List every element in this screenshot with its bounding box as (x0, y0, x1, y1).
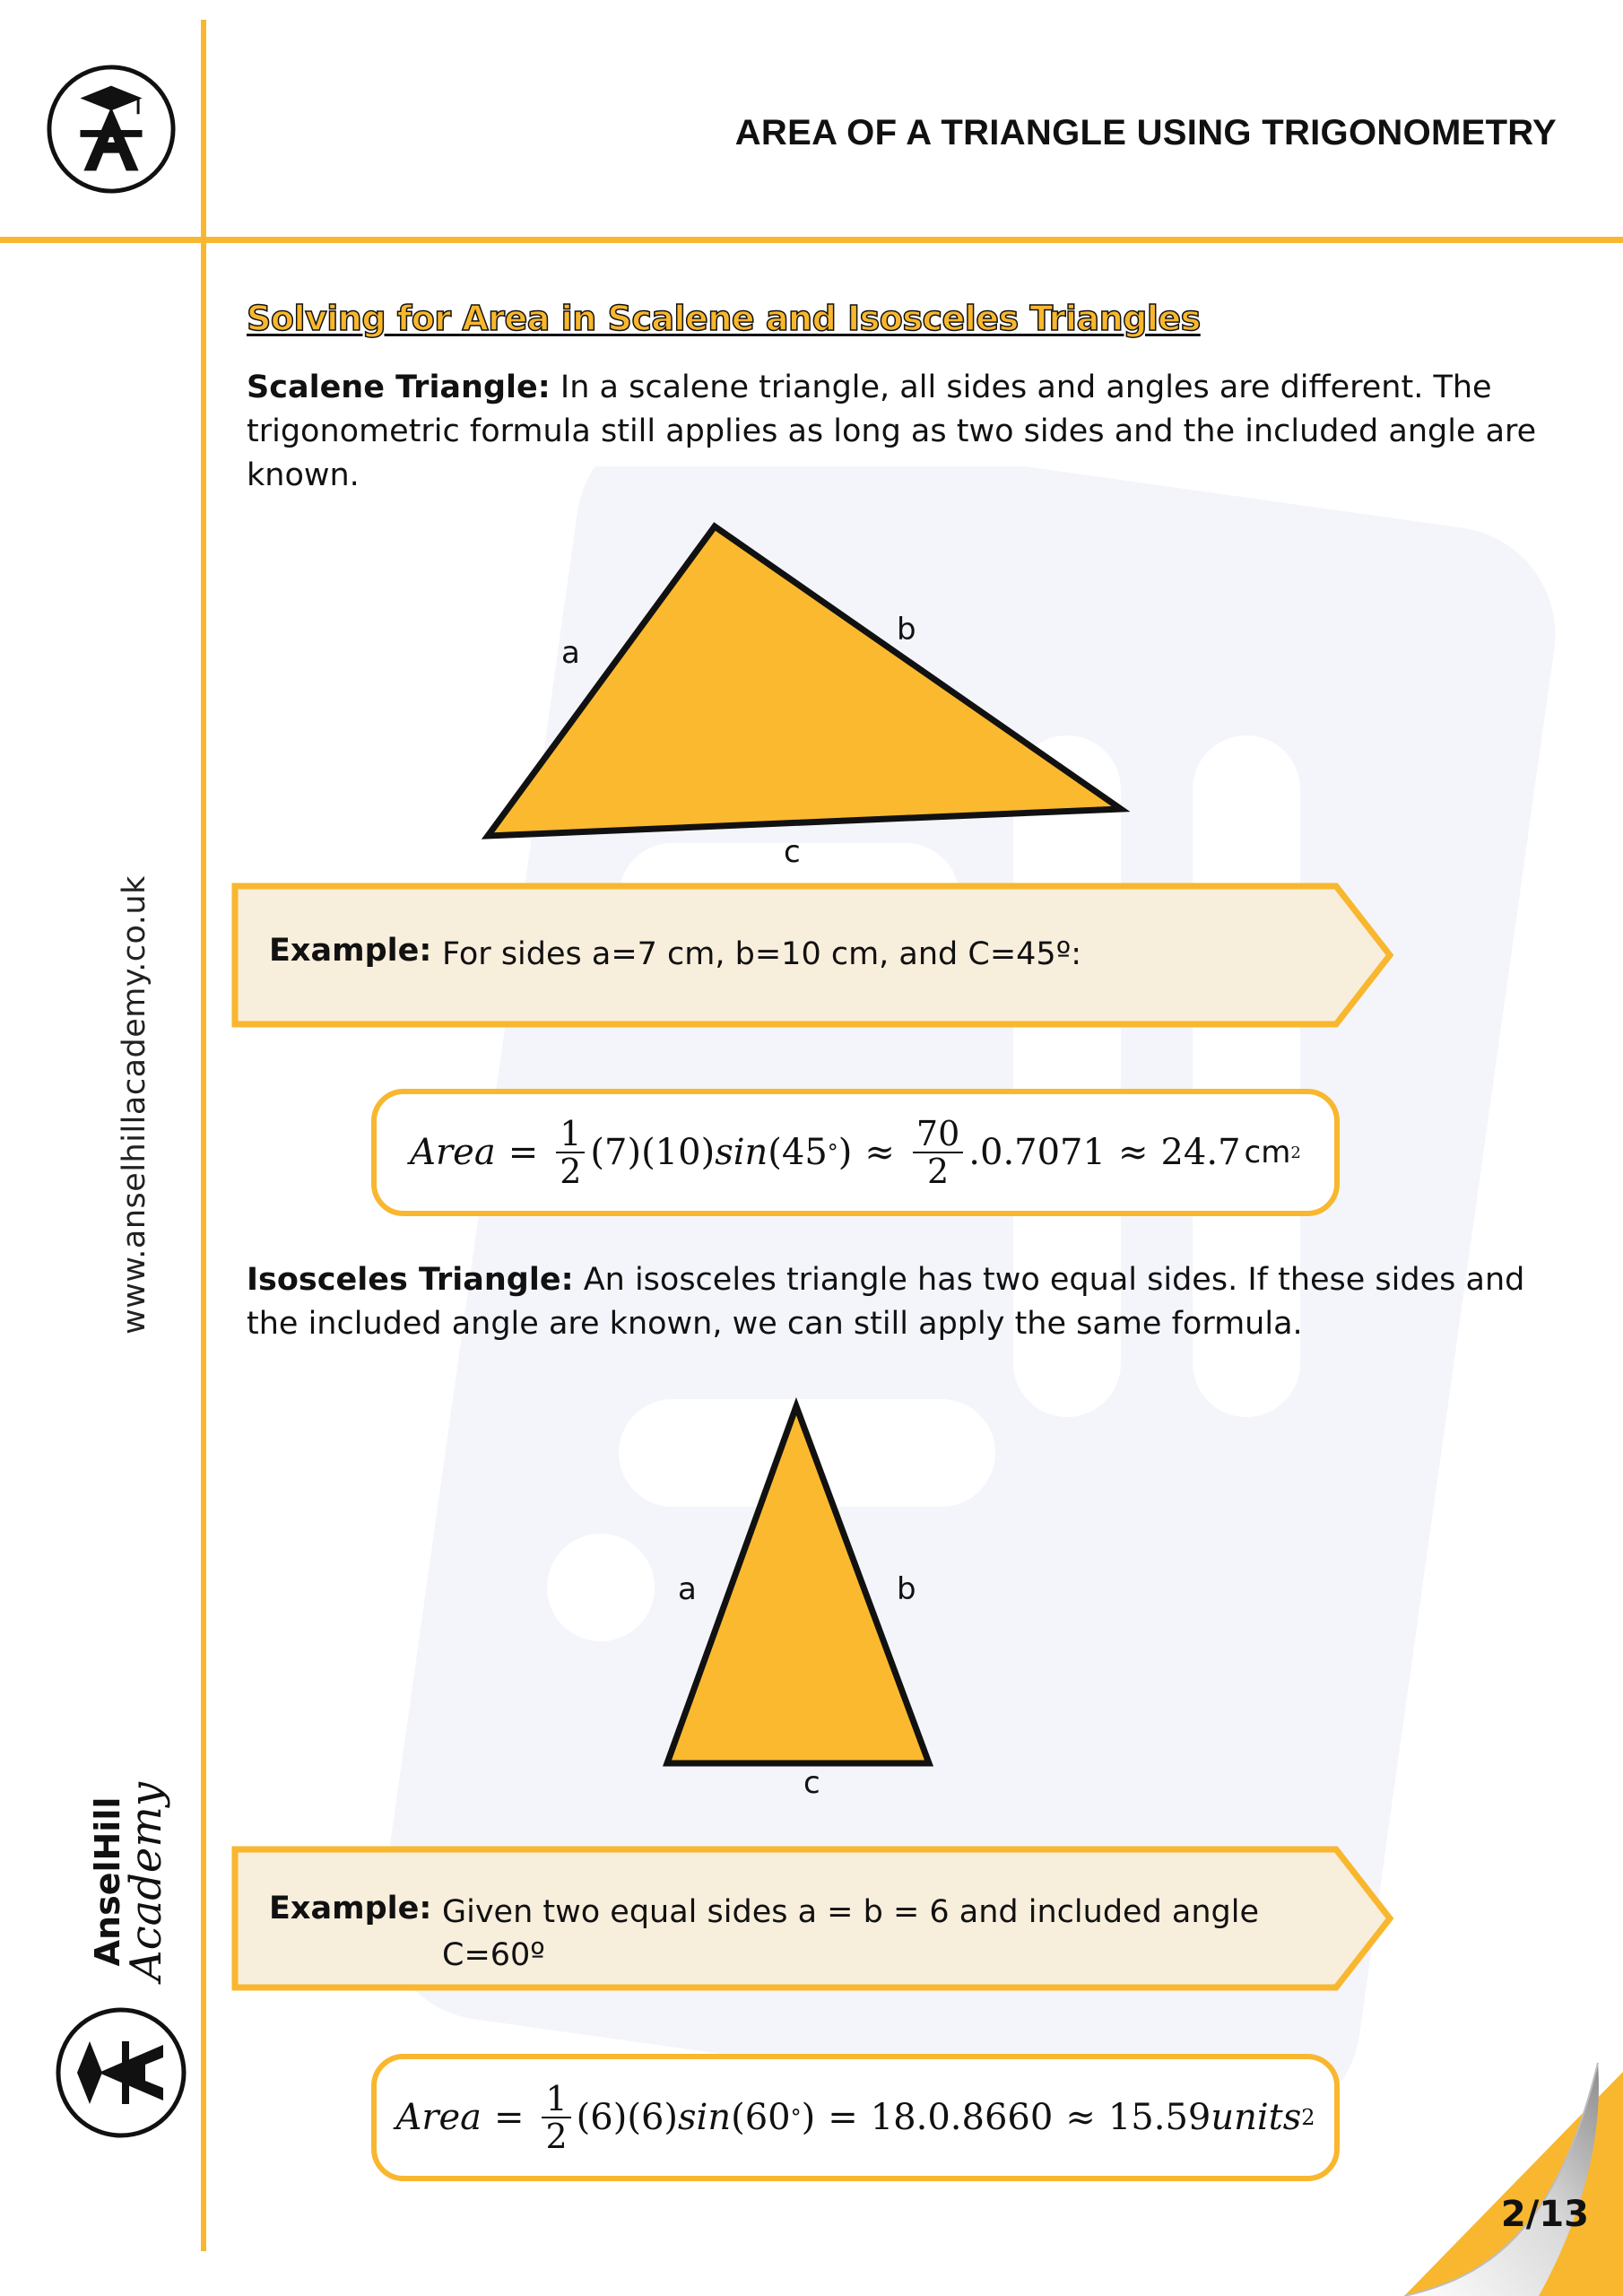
formula-close: ) (801, 2097, 816, 2138)
fraction-denominator: 2 (560, 1152, 582, 1191)
section-title: Solving for Area in Scalene and Isosceles Triangles (247, 299, 1201, 338)
scalene-triangle-figure (466, 511, 1130, 843)
formula-unit: cm (1244, 1135, 1291, 1170)
website-url[interactable]: www.anselhillacademy.co.uk (117, 875, 152, 1335)
formula-result: 24.7 (1160, 1132, 1241, 1173)
formula-degree: ° (827, 1140, 838, 1165)
formula-result: 15.59 (1107, 2097, 1211, 2138)
isosceles-example-box (231, 1846, 1397, 1989)
formula-angle: (60 (731, 2097, 791, 2138)
formula-lhs: Area (395, 2097, 482, 2138)
formula-product: (7)(10) (590, 1132, 716, 1173)
scalene-example-box (231, 883, 1397, 1026)
scalene-formula (377, 1094, 1334, 1211)
formula-unit-power: 2 (1290, 1143, 1301, 1162)
isosceles-example-label: Example: (269, 1891, 432, 1926)
isosceles-paragraph (247, 1258, 1538, 1346)
formula-equals: = (508, 1132, 539, 1173)
scalene-description: In a scalene triangle, all sides and angles are different. The trigonometric formula still applies as long as two sides and the included angle are known. (247, 370, 1537, 493)
isosceles-label-a: a (678, 1571, 697, 1607)
academy-logo-icon (45, 63, 178, 196)
formula-fraction-half (542, 2081, 570, 2154)
formula-angle: (45 (768, 1132, 828, 1173)
isosceles-term: Isosceles Triangle: (247, 1262, 574, 1298)
formula-multiplier: .0.7071 (968, 1132, 1106, 1173)
formula-fraction-half (556, 1116, 585, 1189)
brand-name: AnselHill (88, 1796, 127, 1967)
formula-equals-2: = (828, 2097, 858, 2138)
scalene-term: Scalene Triangle: (247, 370, 551, 405)
scalene-label-a: a (561, 635, 580, 671)
formula-close: ) (838, 1132, 853, 1173)
fraction-denominator: 2 (545, 2117, 568, 2156)
formula-multiplier: 18.0.8660 (870, 2097, 1054, 2138)
formula-approx-2: ≈ (1117, 1132, 1149, 1173)
academy-logo-bottom-icon (54, 2005, 188, 2140)
scalene-example-label: Example: (269, 933, 432, 969)
isosceles-description: An isosceles triangle has two equal sides. If these sides and the included angle are known, we can still apply the same formula. (247, 1262, 1525, 1342)
isosceles-formula (377, 2059, 1334, 2176)
formula-sin: sin (715, 1132, 768, 1173)
fraction-numerator: 1 (542, 2081, 570, 2118)
formula-approx: ≈ (864, 1132, 895, 1173)
isosceles-formula-box (371, 2054, 1340, 2181)
page-title: AREA OF A TRIANGLE USING TRIGONOMETRY (734, 113, 1557, 152)
page-curl-icon (1404, 2054, 1623, 2296)
formula-product: (6)(6) (576, 2097, 678, 2138)
formula-unit-power: 2 (1301, 2105, 1315, 2130)
scalene-paragraph (247, 366, 1538, 498)
scalene-example-text: For sides a=7 cm, b=10 cm, and C=45º: (442, 936, 1081, 972)
brand-subtitle: Academy (121, 1782, 171, 1981)
formula-equals: = (493, 2097, 525, 2138)
horizontal-accent-line (0, 237, 1623, 243)
isosceles-example-text: Given two equal sides a = b = 6 and included angle C=60º (442, 1894, 1260, 1973)
formula-approx: ≈ (1065, 2097, 1096, 2138)
formula-sin: sin (678, 2097, 732, 2138)
isosceles-label-b: b (897, 1571, 916, 1607)
formula-unit: units (1211, 2097, 1302, 2138)
scalene-label-c: c (784, 834, 801, 870)
page-number: 2/13 (1500, 2194, 1589, 2235)
fraction-numerator: 1 (556, 1116, 585, 1153)
isosceles-label-c: c (803, 1765, 820, 1801)
fraction-numerator: 70 (913, 1116, 963, 1153)
formula-degree: ° (790, 2105, 802, 2130)
vertical-accent-line (201, 20, 206, 2251)
formula-fraction-seventy (913, 1116, 963, 1189)
formula-lhs: Area (410, 1132, 496, 1173)
scalene-formula-box (371, 1089, 1340, 1216)
fraction-denominator: 2 (927, 1152, 950, 1191)
scalene-label-b: b (897, 612, 916, 648)
